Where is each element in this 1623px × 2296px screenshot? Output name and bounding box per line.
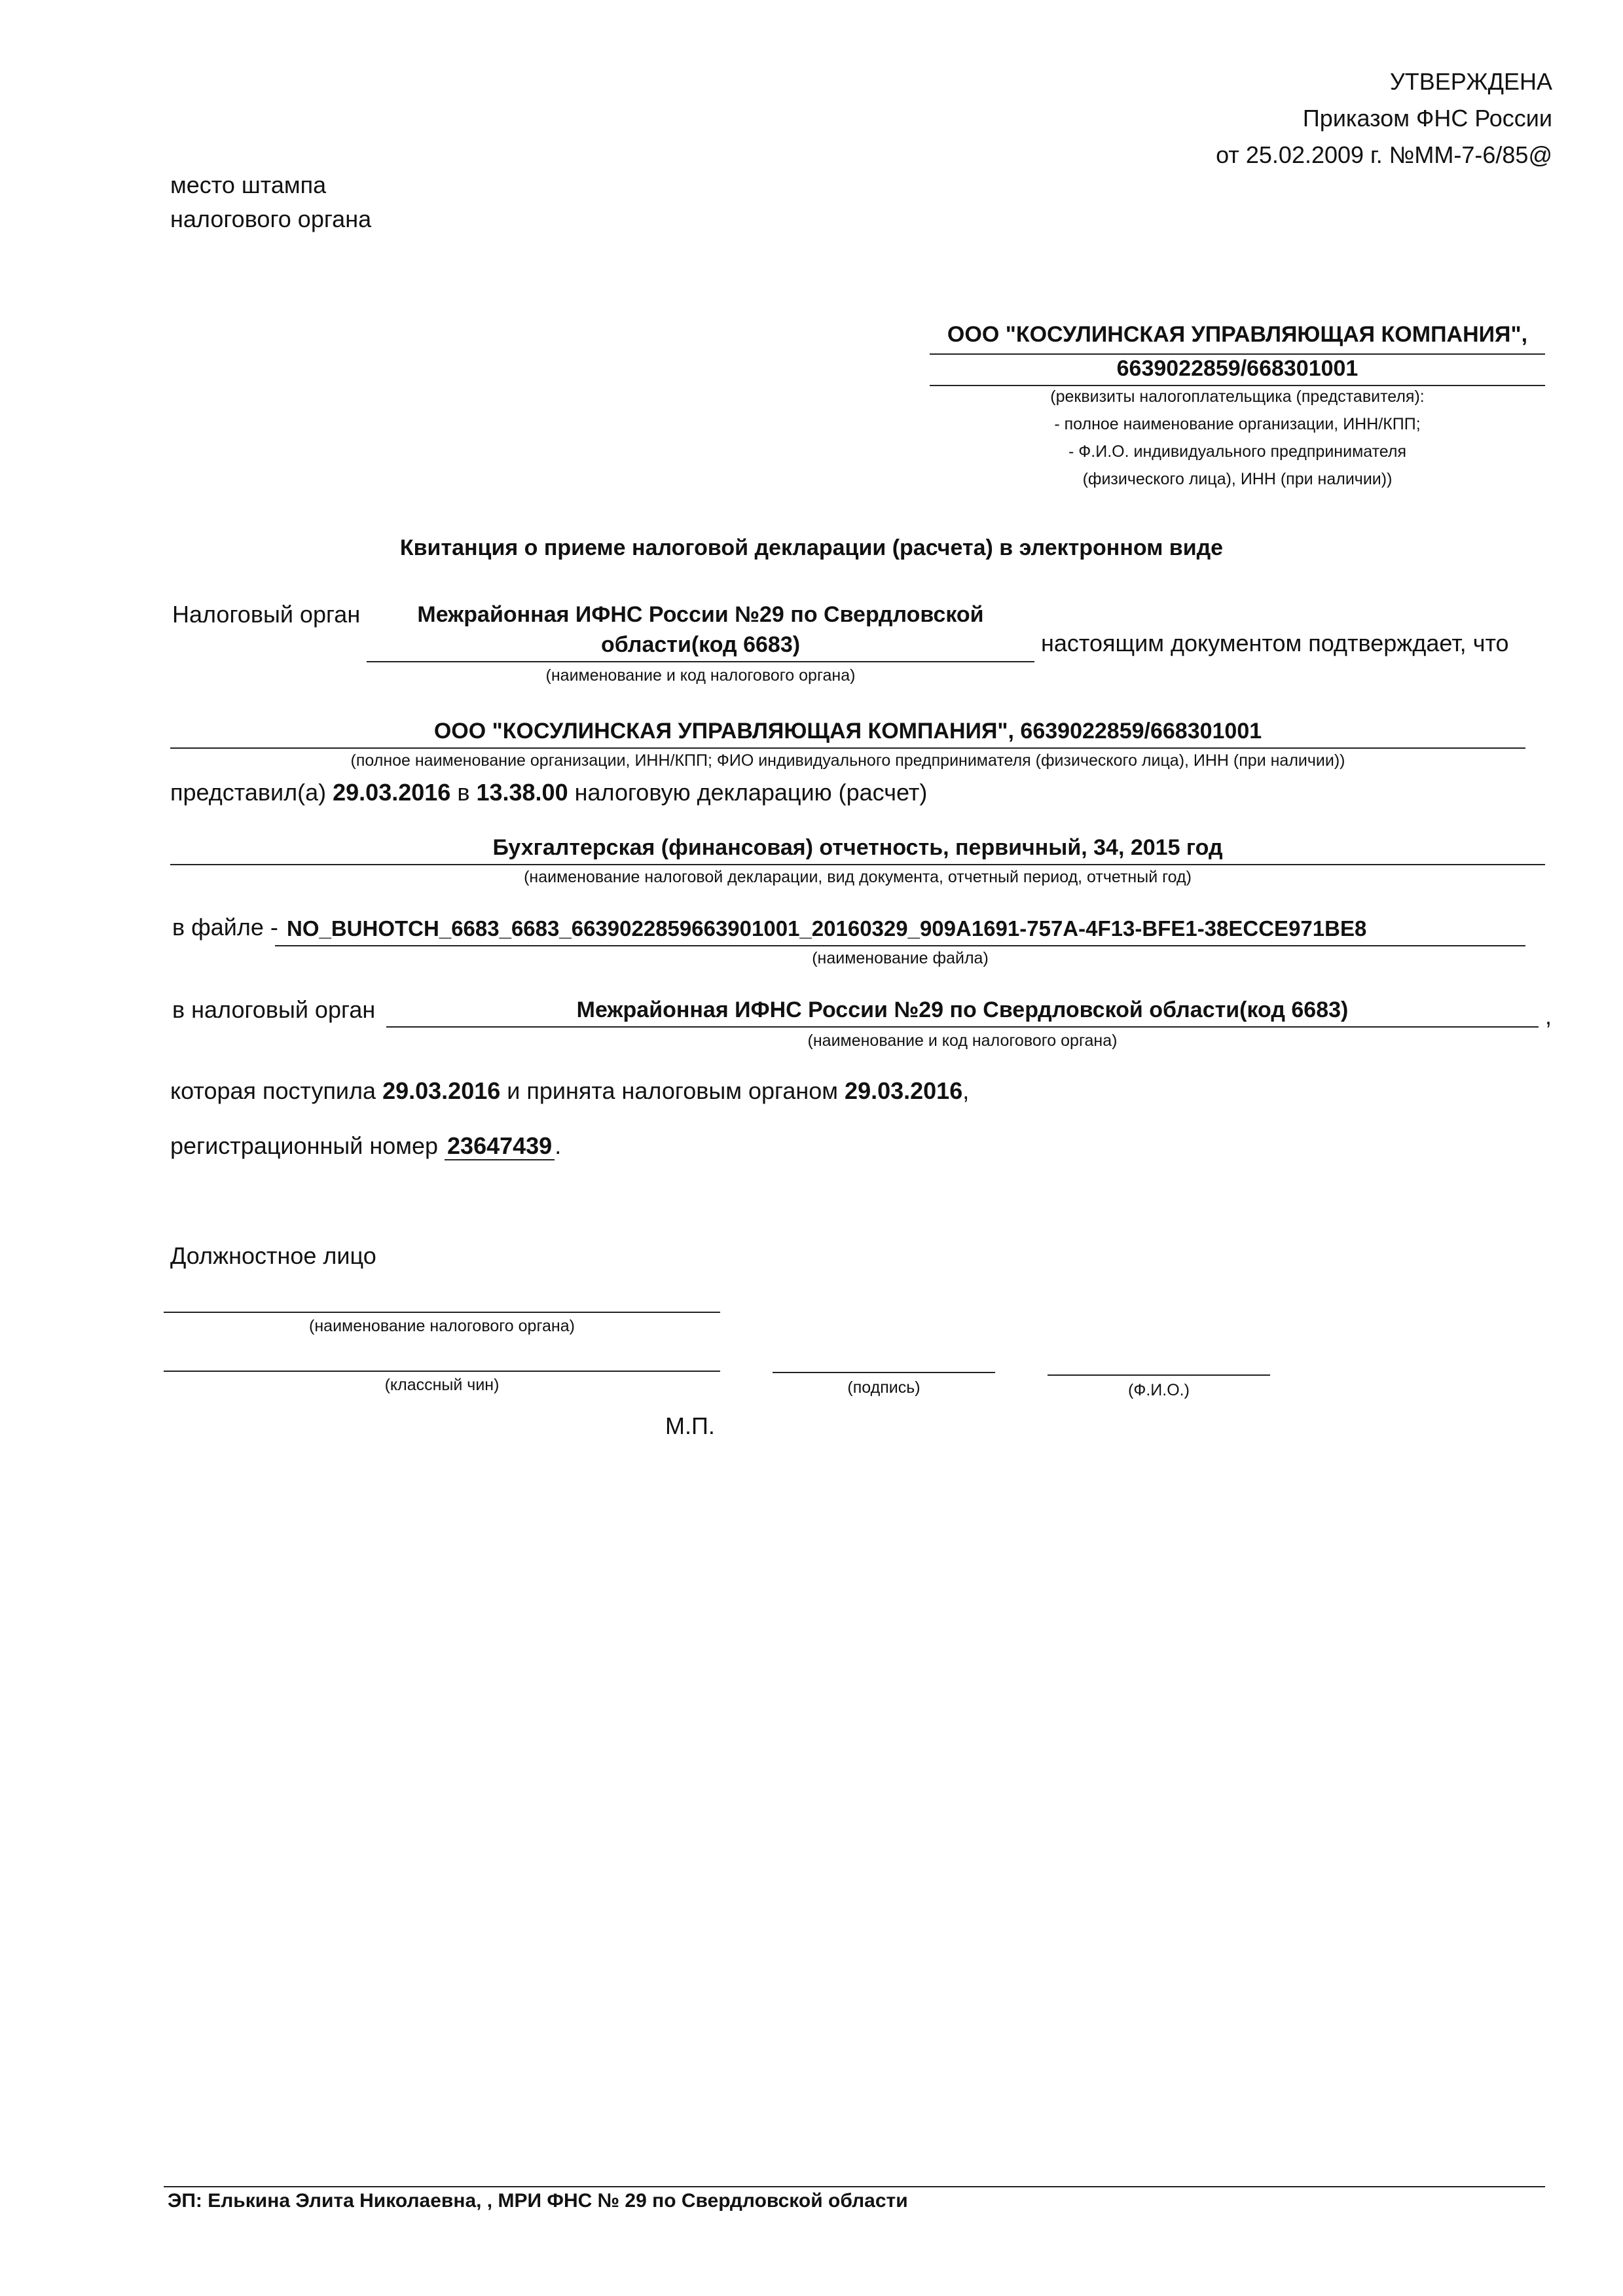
file-label: в файле - bbox=[172, 914, 278, 941]
seal-place: М.П. bbox=[665, 1412, 715, 1439]
taxpayer-name: ООО "КОСУЛИНСКАЯ УПРАВЛЯЮЩАЯ КОМПАНИЯ", bbox=[947, 322, 1528, 347]
signature-caption: (подпись) bbox=[847, 1378, 921, 1397]
submission-prefix: представил(а) bbox=[170, 779, 327, 806]
receiving-authority-comma: , bbox=[1545, 1003, 1552, 1030]
stamp-place-line-2: налогового органа bbox=[170, 206, 372, 232]
receiving-authority-name: Межрайонная ИФНС России №29 по Свердловской области(код 6683) bbox=[576, 997, 1349, 1022]
fio-caption: (Ф.И.О.) bbox=[1128, 1381, 1190, 1399]
receipt-end: , bbox=[962, 1077, 970, 1104]
receipt-title: Квитанция о приеме налоговой декларации (расчета) в электронном виде bbox=[399, 535, 1224, 560]
approval-line-3: от 25.02.2009 г. №ММ-7-6/85@ bbox=[1216, 141, 1552, 168]
confirms-text: настоящим документом подтверждает, что bbox=[1041, 630, 1509, 656]
registration-number: 23647439 bbox=[445, 1132, 555, 1160]
declaration-underline bbox=[170, 864, 1545, 865]
file-name: NO_BUHOTCH_6683_6683_6639022859663901001_20160329_909A1691-757A-4F13-BFE1-38ECCE971BE8 bbox=[287, 916, 1367, 941]
official-rank-underline bbox=[164, 1371, 720, 1372]
official-label: Должностное лицо bbox=[170, 1242, 376, 1269]
accepted-date: 29.03.2016 bbox=[845, 1077, 963, 1104]
taxpayer-caption-2: - полное наименование организации, ИНН/КПП; bbox=[1054, 415, 1421, 433]
taxpayer-inn-underline bbox=[930, 385, 1545, 386]
receipt-prefix: которая поступила bbox=[170, 1077, 376, 1104]
tax-authority-underline bbox=[367, 661, 1034, 662]
receipt-middle: и принята налоговым органом bbox=[507, 1077, 839, 1104]
tax-authority-caption: (наименование и код налогового органа) bbox=[545, 666, 856, 685]
taxpayer-name-underline bbox=[930, 353, 1545, 355]
organization-full-name: ООО "КОСУЛИНСКАЯ УПРАВЛЯЮЩАЯ КОМПАНИЯ", 6639022859/668301001 bbox=[433, 719, 1262, 744]
taxpayer-caption-3: - Ф.И.О. индивидуального предпринимателя bbox=[1068, 442, 1406, 461]
signature-underline bbox=[773, 1372, 995, 1373]
organization-underline bbox=[170, 747, 1525, 749]
official-org-underline bbox=[164, 1312, 720, 1313]
receiving-authority-caption: (наименование и код налогового органа) bbox=[807, 1031, 1118, 1050]
registration-end: . bbox=[555, 1132, 562, 1159]
footer-rule bbox=[164, 2186, 1545, 2187]
submission-in: в bbox=[457, 779, 470, 806]
organization-caption: (полное наименование организации, ИНН/КПП; ФИО индивидуального предпринимателя (физического лица), ИНН (при наличии)) bbox=[350, 751, 1345, 770]
submission-line bbox=[170, 779, 927, 806]
declaration-name: Бухгалтерская (финансовая) отчетность, первичный, 34, 2015 год bbox=[492, 835, 1223, 860]
file-caption: (наименование файла) bbox=[812, 949, 989, 967]
received-date: 29.03.2016 bbox=[382, 1077, 501, 1104]
approval-line-2: Приказом ФНС России bbox=[1302, 105, 1552, 132]
tax-authority-name-line-1: Межрайонная ИФНС России №29 по Свердловской bbox=[417, 602, 984, 627]
electronic-signature: ЭП: Елькина Элита Николаевна, , МРИ ФНС № 29 по Свердловской области bbox=[168, 2190, 908, 2212]
receiving-authority-label: в налоговый орган bbox=[172, 996, 376, 1023]
submission-time: 13.38.00 bbox=[476, 779, 568, 806]
tax-authority-name-line-2: области(код 6683) bbox=[600, 632, 801, 657]
taxpayer-caption-1: (реквизиты налогоплательщика (представителя): bbox=[1050, 387, 1425, 406]
official-org-caption: (наименование налогового органа) bbox=[309, 1317, 575, 1335]
receiving-authority-underline bbox=[386, 1026, 1539, 1028]
submission-date: 29.03.2016 bbox=[333, 779, 451, 806]
file-underline bbox=[275, 945, 1525, 946]
registration-label: регистрационный номер bbox=[170, 1132, 439, 1159]
stamp-place-line-1: место штампа bbox=[170, 171, 327, 198]
tax-authority-label: Налоговый орган bbox=[172, 601, 361, 628]
registration-line bbox=[170, 1132, 561, 1160]
approval-line-1: УТВЕРЖДЕНА bbox=[1389, 68, 1552, 95]
submission-suffix: налоговую декларацию (расчет) bbox=[574, 779, 928, 806]
taxpayer-inn-kpp: 6639022859/668301001 bbox=[1116, 356, 1359, 381]
fio-underline bbox=[1048, 1374, 1270, 1376]
taxpayer-caption-4: (физического лица), ИНН (при наличии)) bbox=[1082, 470, 1393, 488]
receipt-line bbox=[170, 1077, 969, 1105]
official-rank-caption: (классный чин) bbox=[384, 1376, 500, 1394]
declaration-caption: (наименование налоговой декларации, вид документа, отчетный период, отчетный год) bbox=[524, 868, 1192, 886]
